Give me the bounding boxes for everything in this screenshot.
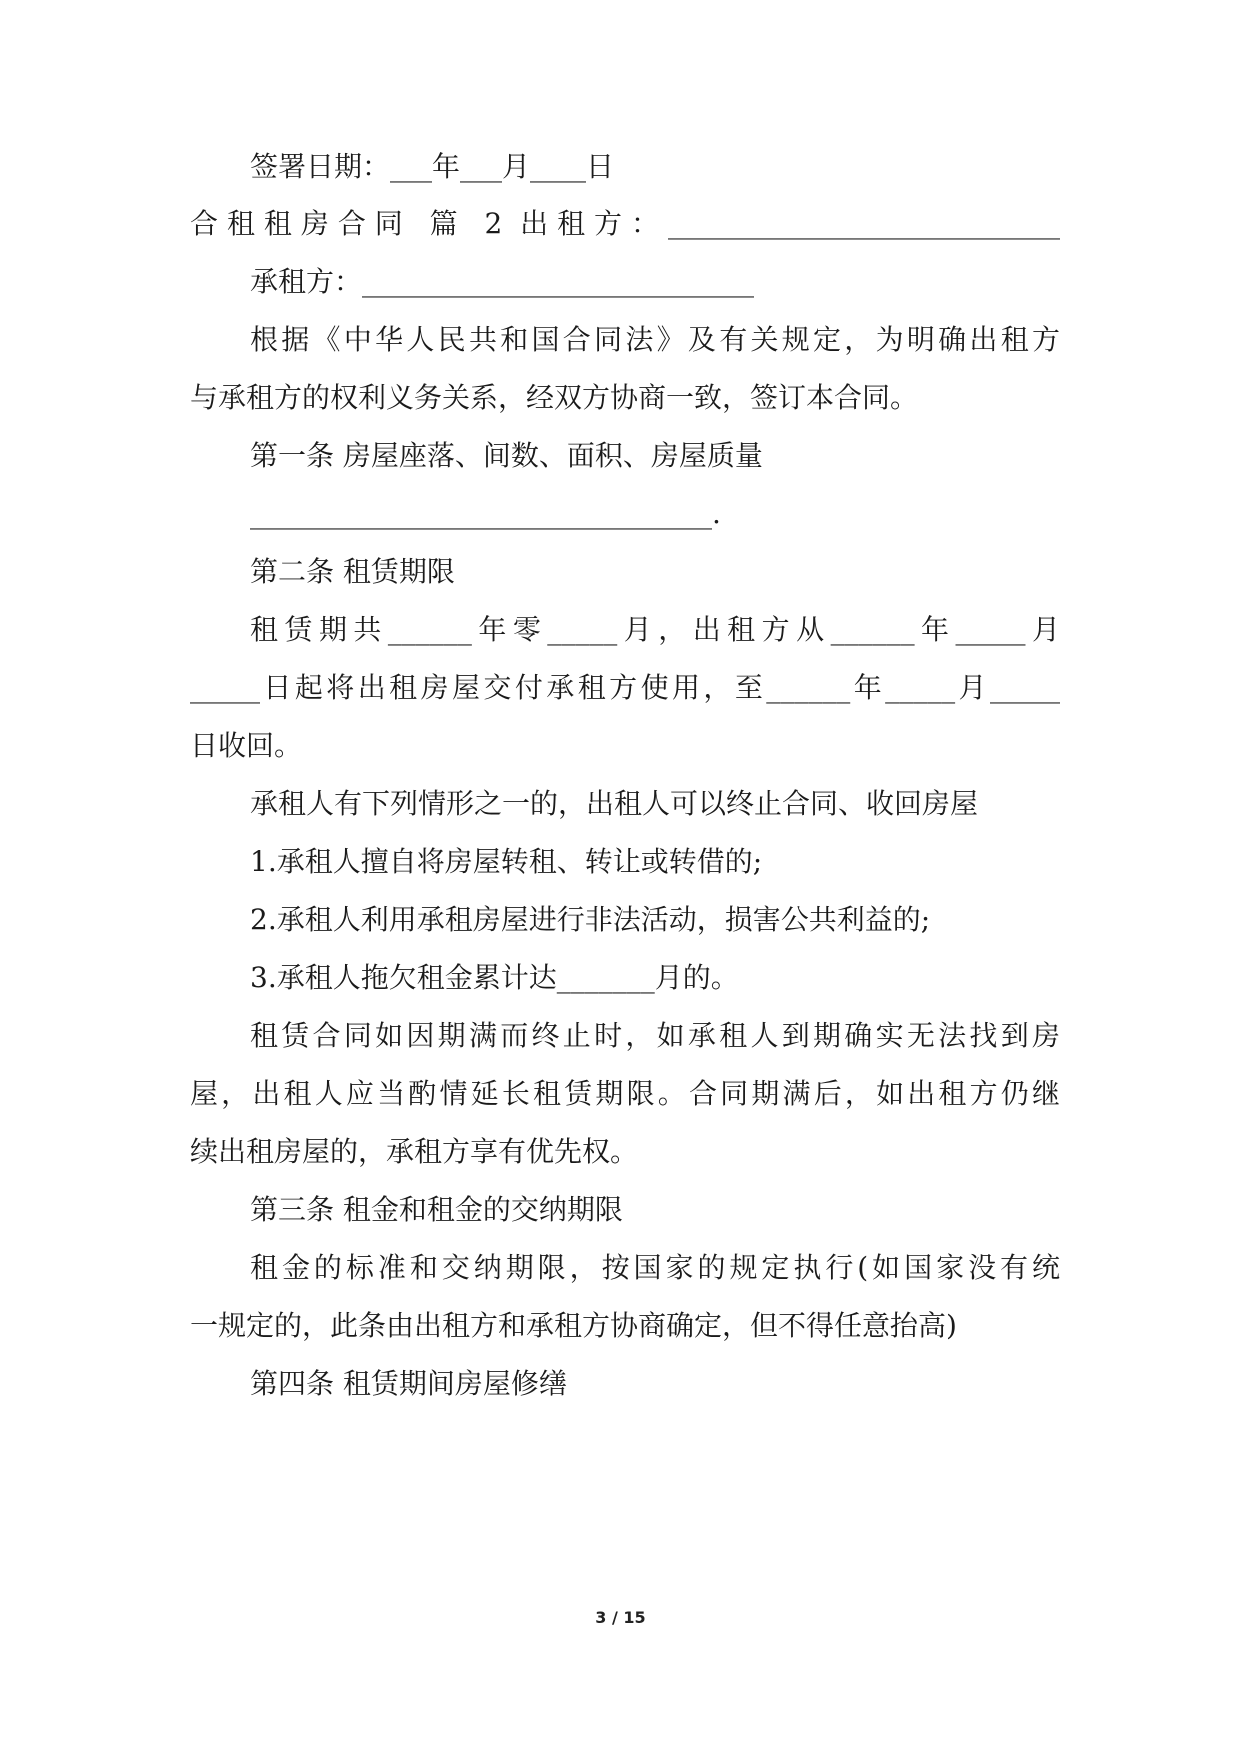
blank-fill-line: _________________________________. bbox=[250, 497, 721, 530]
paragraph-line: _____日起将出租房屋交付承租方使用，至______年_____月_____ bbox=[190, 671, 1060, 704]
article-heading: 第三条 租金和租金的交纳期限 bbox=[250, 1193, 623, 1226]
signing-date-line: 签署日期：___年___月____日 bbox=[250, 150, 615, 183]
article-heading: 第二条 租赁期限 bbox=[250, 555, 455, 588]
page-number: 3 / 15 bbox=[595, 1608, 646, 1627]
paragraph-line: 承租人有下列情形之一的，出租人可以终止合同、收回房屋 bbox=[250, 787, 979, 820]
list-item: 3.承租人拖欠租金累计达_______月的。 bbox=[250, 961, 739, 994]
article-heading: 第一条 房屋座落、间数、面积、房屋质量 bbox=[250, 439, 763, 472]
list-item: 1.承租人擅自将房屋转租、转让或转借的; bbox=[250, 845, 763, 878]
article-heading: 第四条 租赁期间房屋修缮 bbox=[250, 1367, 567, 1400]
paragraph-line: 日收回。 bbox=[190, 729, 303, 762]
paragraph-line: 根据《中华人民共和国合同法》及有关规定，为明确出租方 bbox=[250, 323, 1060, 356]
lessee-line: 承租方：____________________________ bbox=[250, 265, 755, 298]
paragraph-line: 一规定的，此条由出租方和承租方协商确定，但不得任意抬高) bbox=[190, 1309, 957, 1342]
paragraph-line: 租金的标准和交纳期限，按国家的规定执行(如国家没有统 bbox=[250, 1251, 1060, 1284]
list-item: 2.承租人利用承租房屋进行非法活动，损害公共利益的; bbox=[250, 903, 931, 936]
paragraph-line: 续出租房屋的，承租方享有优先权。 bbox=[190, 1135, 639, 1168]
paragraph-line: 与承租方的权利义务关系，经双方协商一致，签订本合同。 bbox=[190, 381, 919, 414]
contract-title-lessor-line: 合租租房合同 篇 2 出租方：____________________________ bbox=[190, 207, 1060, 240]
paragraph-line: 屋，出租人应当酌情延长租赁期限。合同期满后，如出租方仍继 bbox=[190, 1077, 1060, 1110]
paragraph-line: 租赁合同如因期满而终止时，如承租人到期确实无法找到房 bbox=[250, 1019, 1060, 1052]
paragraph-line: 租赁期共______年零_____月，出租方从______年_____月 bbox=[250, 613, 1060, 646]
